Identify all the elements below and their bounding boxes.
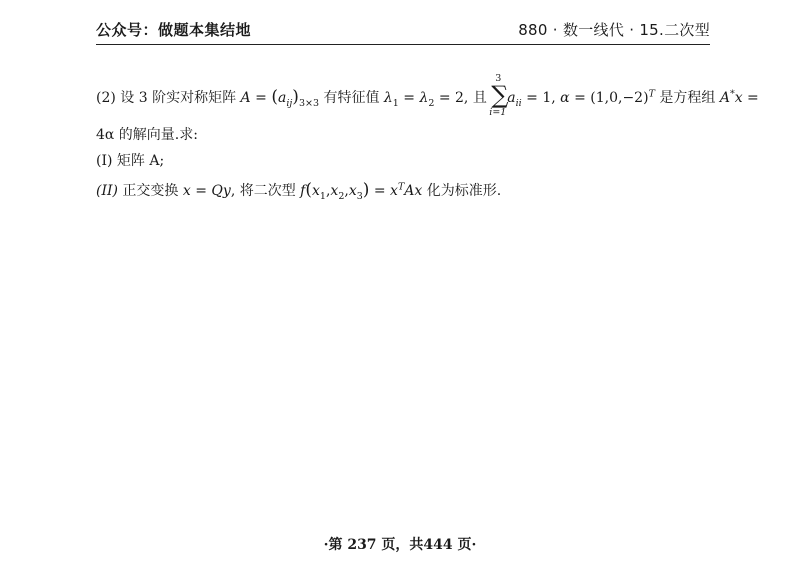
page-footer: ·第 237 页，共444 页·	[323, 537, 477, 553]
lambda-2: λ	[419, 90, 429, 106]
item-2-text: 正交变换	[117, 183, 183, 199]
xT-sup: T	[397, 181, 405, 193]
x3-sub: 3	[356, 190, 363, 202]
item-2-text-2: , 将二次型	[230, 183, 301, 199]
transpose-mark: T	[648, 88, 655, 100]
lambda-1-sub: 1	[392, 97, 399, 109]
header-right-text: 880 · 数一线代 · 15.二次型	[518, 21, 710, 39]
Ax-term: Ax	[404, 183, 423, 199]
orthogonal-transform: x = Qy	[182, 183, 231, 199]
adjugate-star: *	[729, 88, 735, 100]
matrix-A: A	[240, 90, 251, 106]
quadratic-form-f: f	[300, 183, 306, 199]
eigen-value: = 2, 且	[434, 90, 492, 106]
var-x: x	[734, 90, 743, 106]
problem-line-1: (2) 设 3 阶实对称矩阵 $A = (a_{ij})_{3\times 3}$ 有特征值 $\lambda_1 = \lambda_2 = 2$, 且 3 ∑ i=1 $a_{ii} = 1$, $\alpha = (1,0,-2)^T$ 是方程组 A*x =	[96, 73, 759, 118]
eigen-text: 有特征值	[319, 90, 384, 106]
equals-end: =	[742, 90, 759, 106]
summation	[489, 73, 509, 118]
adjugate-A: A	[719, 90, 730, 106]
sum-lower: i=1	[489, 107, 507, 118]
part-label: (2) 设 3 阶实对称矩阵	[96, 90, 241, 106]
problem-line-2: 4α 的解向量.求:	[96, 127, 198, 143]
alpha: α	[560, 90, 570, 106]
page-header	[96, 18, 710, 45]
equals: =	[250, 90, 272, 106]
problem-body	[96, 66, 759, 202]
sum-symbol: ∑	[491, 81, 509, 109]
x1-sub: 1	[319, 190, 326, 202]
equation-text: 是方程组	[654, 90, 720, 106]
question-item-2: (II) 正交变换 x = Qy, 将二次型 $f(x_1,x_2,x_3) = x^TAx$ 化为标准形.	[96, 180, 502, 202]
trace-sub: ii	[515, 97, 522, 109]
matrix-dims: 3×3	[298, 97, 319, 109]
x2-sub: 2	[338, 190, 345, 202]
lambda-1: λ	[383, 90, 393, 106]
entry-sub: ij	[286, 97, 293, 109]
item-2-label: (II)	[96, 183, 118, 199]
question-item-1: (I) 矩阵 A;	[96, 153, 165, 169]
trace-value: = 1,	[521, 90, 561, 106]
header-left-text: 公众号：做题本集结地	[96, 21, 252, 39]
alpha-vector: = (1,0,−2)	[569, 90, 649, 106]
trace-entry: a	[507, 90, 516, 106]
sum-upper: 3	[495, 73, 502, 84]
entry-a: a	[277, 90, 287, 106]
lambda-2-sub: 2	[428, 97, 435, 109]
item-2-text-3: 化为标准形.	[422, 183, 502, 199]
